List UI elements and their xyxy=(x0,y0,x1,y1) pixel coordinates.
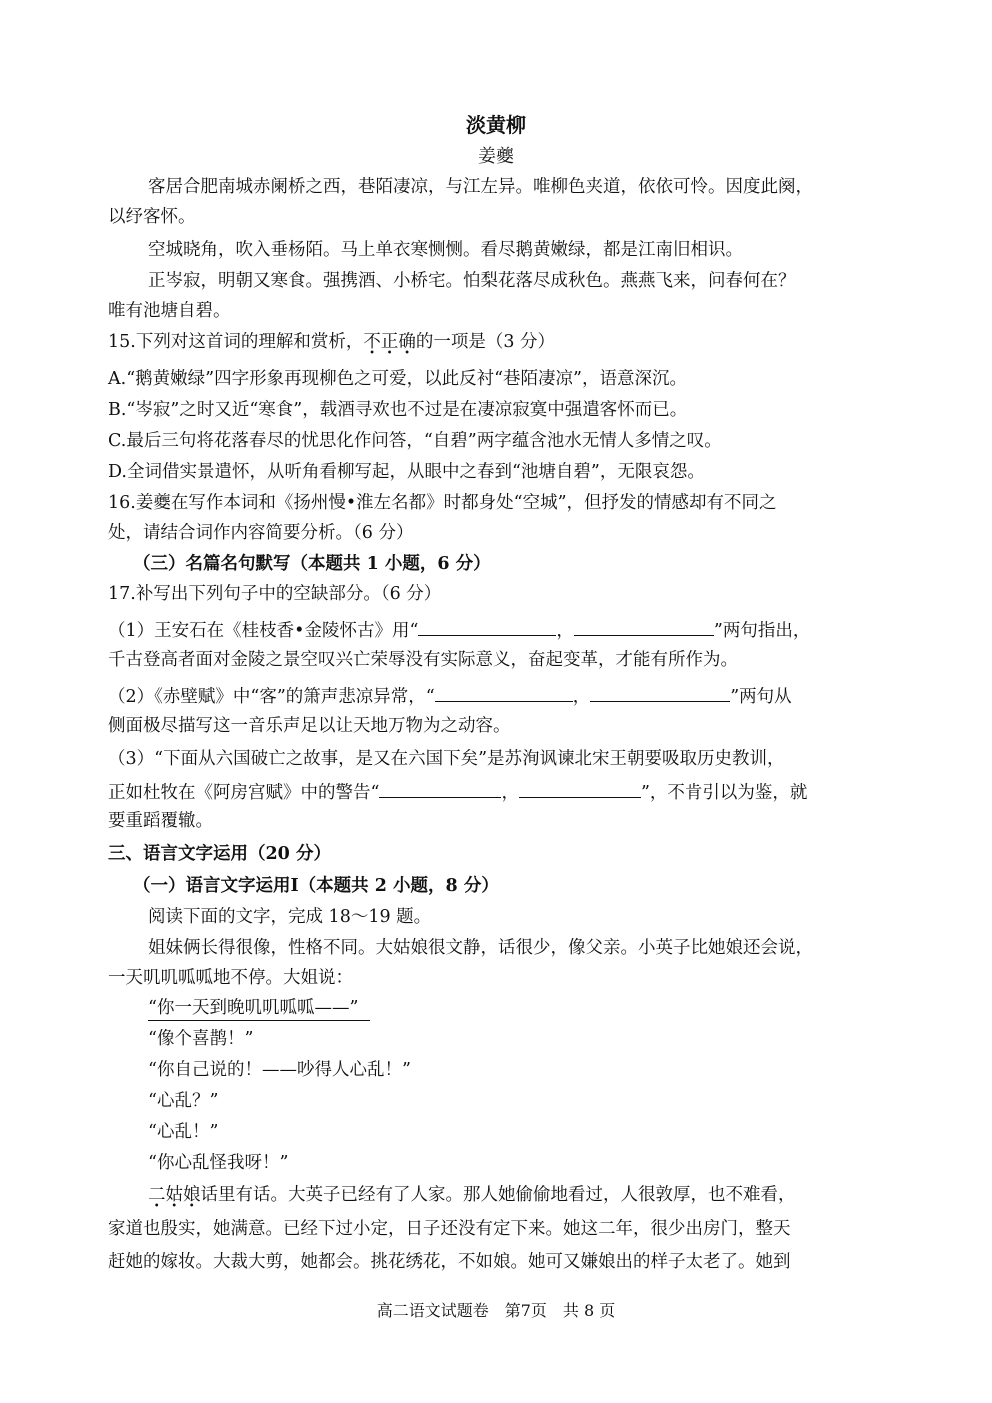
answer-blank[interactable] xyxy=(379,779,501,798)
page-footer: 高二语文试题卷 第7页 共 8 页 xyxy=(376,1301,616,1320)
answer-blank[interactable] xyxy=(435,683,573,702)
q17-1-text: ”两句指出， xyxy=(713,621,811,641)
option-a: A.“鹅黄嫩绿”四字形象再现柳色之可爱，以此反衬“巷陌凄凉”，语意深沉。 xyxy=(108,369,687,389)
poem-author: 姜夔 xyxy=(478,146,514,167)
q17-3-b xyxy=(108,779,807,804)
dialog-line: “像个喜鹊！” xyxy=(148,1029,254,1049)
poem-line: 唯有池塘自碧。 xyxy=(108,301,231,321)
part-three-heading: 三、语言文字运用（20 分） xyxy=(108,844,331,864)
question-17: 17.补写出下列句子中的空缺部分。（6 分） xyxy=(108,584,442,604)
emphasis-char: 娘 xyxy=(183,1185,201,1205)
option-d: D.全词借实景遣怀，从听角看柳写起，从眼中之春到“池塘自碧”，无限哀怨。 xyxy=(108,462,705,482)
comma: ， xyxy=(556,621,574,641)
option-b: B.“岑寂”之时又近“寒食”，载酒寻欢也不过是在凄凉寂寞中强遣客怀而已。 xyxy=(108,400,688,420)
poem-line: 空城晓角，吹入垂杨陌。马上单衣寒恻恻。看尽鹅黄嫩绿，都是江南旧相识。 xyxy=(148,240,743,260)
q17-1-cont: 千古登高者面对金陵之景空叹兴亡荣辱没有实际意义，奋起变革，才能有所作为。 xyxy=(108,650,738,670)
q17-3-cont: 要重蹈覆辙。 xyxy=(108,811,213,831)
q17-2-cont: 侧面极尽描写这一音乐声足以让天地万物为之动容。 xyxy=(108,716,511,736)
dialog-line: “心乱？” xyxy=(148,1091,219,1111)
q17-1-text: （1）王安石在《桂枝香•金陵怀古》用“ xyxy=(108,621,419,641)
preface-line: 以纾客怀。 xyxy=(108,207,196,227)
q17-3: （3）“下面从六国破亡之故事，是又在六国下矣”是苏洵讽谏北宋王朝要吸取历史教训， xyxy=(108,749,785,769)
answer-blank[interactable] xyxy=(574,617,714,636)
comma: ， xyxy=(501,783,519,803)
answer-blank[interactable] xyxy=(418,617,556,636)
q17-1 xyxy=(108,617,810,642)
dialog-line: “你自己说的！——吵得人心乱！” xyxy=(148,1060,411,1080)
answer-blank[interactable] xyxy=(519,779,641,798)
underlined-dialog: “你一天到晚叽叽呱呱——” xyxy=(148,998,370,1021)
preface-line: 客居合肥南城赤阑桥之西，巷陌凄凉，与江左异。唯柳色夹道，依依可怜。因度此阕， xyxy=(148,177,813,197)
q17-3-text: ”，不肯引以为鉴，就 xyxy=(640,783,808,803)
option-c: C.最后三句将花落春尽的忧思化作问答，“自碧”两字蕴含池水无情人多情之叹。 xyxy=(108,431,722,451)
passage-line: 一天叽叽呱呱地不停。大姐说： xyxy=(108,968,353,988)
passage-line: 赶她的嫁妆。大裁大剪，她都会。挑花绣花，不如娘。她可又嫌娘出的样子太老了。她到 xyxy=(108,1252,791,1272)
instruction: 阅读下面的文字，完成 18～19 题。 xyxy=(148,907,432,927)
passage-line: 家道也殷实，她满意。已经下过小定，日子还没有定下来。她这二年，很少出房门，整天 xyxy=(108,1219,791,1239)
emphasis-char: 二 xyxy=(148,1185,166,1205)
q17-2-text: （2）《赤壁赋》中“客”的箫声悲凉异常，“ xyxy=(108,687,435,707)
subsection-heading: （一）语言文字运用Ⅰ（本题共 2 小题，8 分） xyxy=(133,876,499,896)
answer-blank[interactable] xyxy=(590,683,730,702)
emphasis-char: 不 xyxy=(363,332,381,352)
comma: ， xyxy=(572,687,591,707)
dialog-line: “心乱！” xyxy=(148,1122,219,1142)
question-15 xyxy=(108,331,555,353)
question-16-cont: 处，请结合词作内容简要分析。（6 分） xyxy=(108,523,414,543)
passage-line: 姐妹俩长得很像，性格不同。大姑娘很文静，话很少，像父亲。小英子比她娘还会说， xyxy=(148,938,813,958)
q17-3-text: 正如杜牧在《阿房宫赋》中的警告“ xyxy=(108,783,380,803)
q15-pre: 15.下列对这首词的理解和赏析， xyxy=(108,332,364,352)
q15-post: 的一项是（3 分） xyxy=(415,332,556,352)
emphasis-char: 姑 xyxy=(165,1185,183,1205)
poem-title: 淡黄柳 xyxy=(466,113,526,137)
q17-2-text: ”两句从 xyxy=(730,687,792,707)
poem-line: 正岑寂，明朝又寒食。强携酒、小桥宅。怕梨花落尽成秋色。燕燕飞来，问春何在？ xyxy=(148,271,796,291)
emphasis-char: 正 xyxy=(380,332,399,352)
dialog-line: “你心乱怪我呀！” xyxy=(148,1153,289,1173)
section-heading: （三）名篇名句默写（本题共 1 小题，6 分） xyxy=(133,554,491,574)
passage-line xyxy=(148,1184,796,1206)
q17-2 xyxy=(108,683,792,708)
passage-text: 话里有话。大英子已经有了人家。那人她偷偷地看过，人很敦厚，也不难看， xyxy=(200,1185,796,1205)
emphasis-char: 确 xyxy=(398,332,416,352)
question-16: 16.姜夔在写作本词和《扬州慢•淮左名都》时都身处“空城”，但抒发的情感却有不同之 xyxy=(108,493,777,513)
dialog-line xyxy=(148,997,370,1019)
